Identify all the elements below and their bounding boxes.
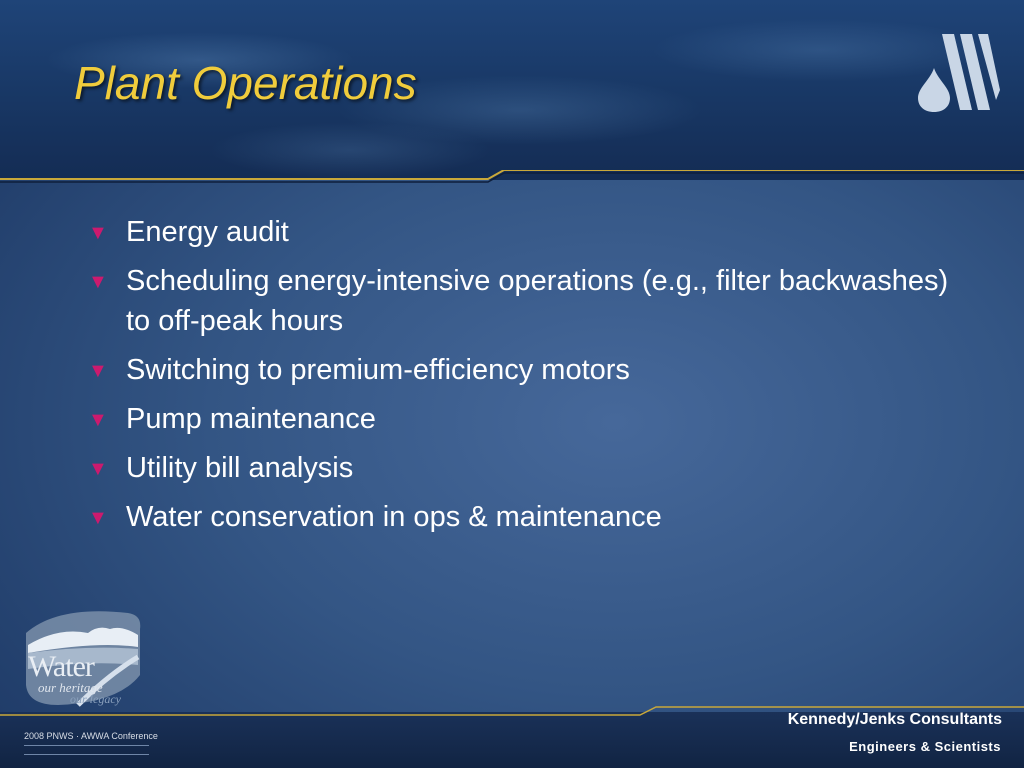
bullet-arrow-icon: ▼ (88, 507, 108, 529)
bullet-text: Switching to premium-efficiency motors (126, 354, 630, 386)
bullet-list (88, 212, 968, 546)
bullet-arrow-icon: ▼ (88, 458, 108, 480)
bullet-arrow-icon: ▼ (88, 271, 108, 293)
bullet-text: Scheduling energy-intensive operations (e.g., filter backwashes) to off-peak hours (126, 265, 949, 337)
bullet-item (88, 497, 968, 537)
slide-title: Plant Operations (74, 57, 417, 109)
conference-sub-lines (24, 745, 149, 755)
bullet-text: Energy audit (126, 216, 289, 248)
water-logo-tagline-secondary: our legacy (70, 692, 121, 706)
bullet-text: Pump maintenance (126, 403, 376, 435)
bullet-arrow-icon: ▼ (88, 360, 108, 382)
bullet-item (88, 448, 968, 488)
header-water-band (0, 0, 1024, 180)
bullet-text: Utility bill analysis (126, 452, 354, 484)
bullet-text: Water conservation in ops & maintenance (126, 501, 662, 533)
water-logo-tagline: our heritage (38, 680, 103, 695)
company-tagline: Engineers & Scientists (849, 739, 1001, 754)
conference-label: 2008 PNWS · AWWA Conference (24, 731, 158, 741)
bullet-item (88, 212, 968, 252)
bullet-item (88, 261, 968, 341)
kennedy-jenks-drop-logo-icon (912, 30, 1002, 114)
water-logo-word: Water (28, 650, 94, 683)
bullet-item (88, 399, 968, 439)
bullet-arrow-icon: ▼ (88, 222, 108, 244)
company-name: Kennedy/Jenks Consultants (787, 711, 1002, 728)
header-divider-line (0, 170, 1024, 190)
bullet-arrow-icon: ▼ (88, 409, 108, 431)
bullet-item (88, 350, 968, 390)
